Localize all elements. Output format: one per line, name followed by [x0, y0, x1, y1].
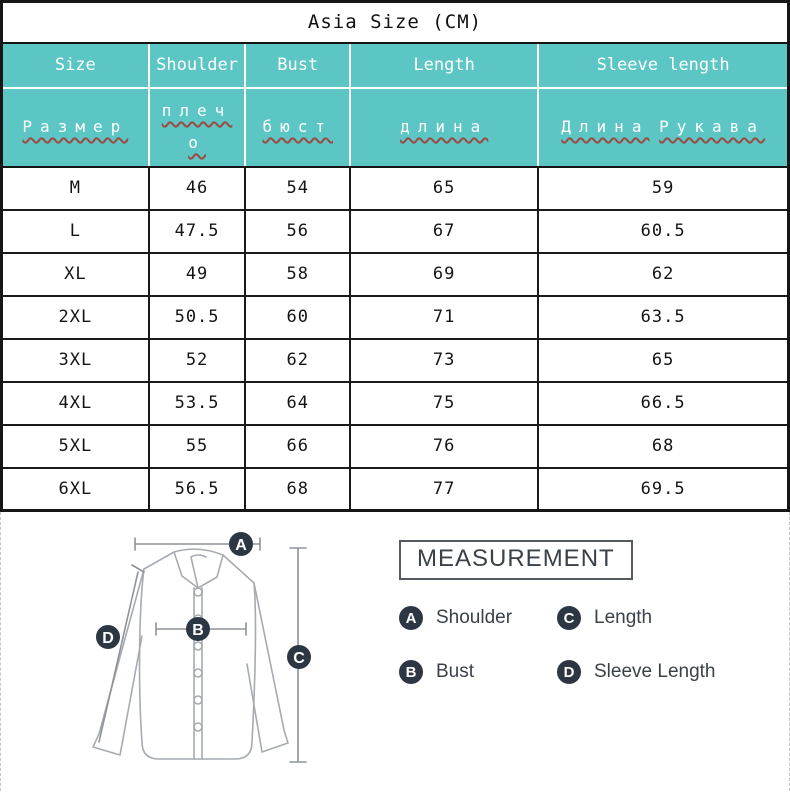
sleeve-cell: 63.5 [538, 296, 788, 339]
bust-cell: 60 [245, 296, 350, 339]
ru-word: Размер [22, 117, 129, 136]
measurement-legend [399, 540, 759, 684]
legend-badge-c: C [557, 606, 581, 630]
shirt-collar [174, 549, 223, 588]
ru-word: Рукава [659, 117, 765, 136]
measurement-legend-grid [399, 606, 759, 684]
bust-cell: 68 [245, 468, 350, 511]
shoulder-cell: 52 [149, 339, 246, 382]
col-header-ru-length [350, 88, 538, 167]
shirt-button [194, 723, 202, 731]
table-row [2, 210, 789, 253]
measurement-legend-title: MEASUREMENT [399, 540, 633, 580]
sleeve-cell: 62 [538, 253, 788, 296]
col-header-ru-bust [245, 88, 350, 167]
table-row [2, 468, 789, 511]
col-header-ru-size [2, 88, 149, 167]
bust-cell: 56 [245, 210, 350, 253]
shirt-button [194, 642, 202, 650]
length-cell: 77 [350, 468, 538, 511]
size-cell: 4XL [2, 382, 149, 425]
col-header-ru-sleeve-length [538, 88, 788, 167]
bust-cell: 66 [245, 425, 350, 468]
table-row [2, 253, 789, 296]
ru-word: бюст [262, 117, 334, 136]
shirt-placket [194, 588, 202, 759]
badge-b-letter: B [192, 622, 204, 639]
ru-word: длина [400, 117, 489, 136]
shirt-diagram [36, 512, 376, 787]
length-cell: 67 [350, 210, 538, 253]
sleeve-cell: 59 [538, 167, 788, 210]
legend-item-length [557, 606, 759, 630]
header-row-english [2, 43, 789, 88]
size-cell: 3XL [2, 339, 149, 382]
shoulder-cell: 46 [149, 167, 246, 210]
diagram-badge-sleeve [96, 625, 120, 649]
length-cell: 71 [350, 296, 538, 339]
legend-label-length: Length [594, 607, 653, 628]
diagram-badge-bust [186, 617, 210, 641]
size-cell: 2XL [2, 296, 149, 339]
shirt-right-shoulder [223, 555, 254, 583]
ru-word: Длина [561, 117, 650, 136]
length-cell: 65 [350, 167, 538, 210]
col-header-size: Size [2, 43, 149, 88]
legend-badge-b: B [399, 660, 423, 684]
shoulder-cell: 53.5 [149, 382, 246, 425]
size-cell: 6XL [2, 468, 149, 511]
col-header-sleeve-length: Sleeve length [538, 43, 788, 88]
ru-word: плечо [161, 101, 233, 152]
table-row [2, 167, 789, 210]
size-cell: M [2, 167, 149, 210]
sleeve-cell: 68 [538, 425, 788, 468]
shoulder-cell: 56.5 [149, 468, 246, 511]
col-header-shoulder: Shoulder [149, 43, 246, 88]
col-header-length: Length [350, 43, 538, 88]
length-cell: 75 [350, 382, 538, 425]
length-cell: 73 [350, 339, 538, 382]
legend-label-shoulder: Shoulder [436, 607, 513, 628]
bust-cell: 58 [245, 253, 350, 296]
badge-c-letter: C [293, 650, 305, 667]
size-cell: 5XL [2, 425, 149, 468]
sleeve-cell: 66.5 [538, 382, 788, 425]
legend-badge-d: D [557, 660, 581, 684]
table-row [2, 339, 789, 382]
measurement-diagram-section [0, 512, 790, 791]
legend-label-bust: Bust [436, 661, 475, 682]
table-row [2, 382, 789, 425]
length-cell: 76 [350, 425, 538, 468]
diagram-badge-length [287, 645, 311, 669]
table-title: Asia Size (CM) [2, 2, 789, 43]
col-header-bust: Bust [245, 43, 350, 88]
legend-item-bust [399, 660, 557, 684]
header-row-russian [2, 88, 789, 167]
sleeve-cell: 69.5 [538, 468, 788, 511]
shirt-left-sleeve [93, 569, 144, 755]
shirt-button [194, 588, 202, 596]
legend-label-sleeve-length: Sleeve Length [594, 661, 716, 682]
legend-item-shoulder [399, 606, 557, 630]
size-cell: XL [2, 253, 149, 296]
legend-item-sleeve-length [557, 660, 759, 684]
size-cell: L [2, 210, 149, 253]
sleeve-cell: 60.5 [538, 210, 788, 253]
col-header-ru-shoulder [149, 88, 246, 167]
legend-badge-a: A [399, 606, 423, 630]
shirt-button [194, 696, 202, 704]
shoulder-cell: 50.5 [149, 296, 246, 339]
table-title-row [2, 2, 789, 43]
badge-a-letter: A [235, 537, 247, 554]
table-row [2, 425, 789, 468]
shirt-left-shoulder [144, 552, 174, 569]
table-row [2, 296, 789, 339]
length-cell: 69 [350, 253, 538, 296]
diagram-badge-shoulder [229, 532, 253, 556]
bust-cell: 64 [245, 382, 350, 425]
bust-cell: 62 [245, 339, 350, 382]
size-table-body [2, 167, 789, 511]
badge-d-letter: D [102, 630, 114, 647]
bust-cell: 54 [245, 167, 350, 210]
shoulder-cell: 47.5 [149, 210, 246, 253]
shoulder-cell: 49 [149, 253, 246, 296]
shirt-button [194, 669, 202, 677]
shoulder-cell: 55 [149, 425, 246, 468]
sleeve-cell: 65 [538, 339, 788, 382]
